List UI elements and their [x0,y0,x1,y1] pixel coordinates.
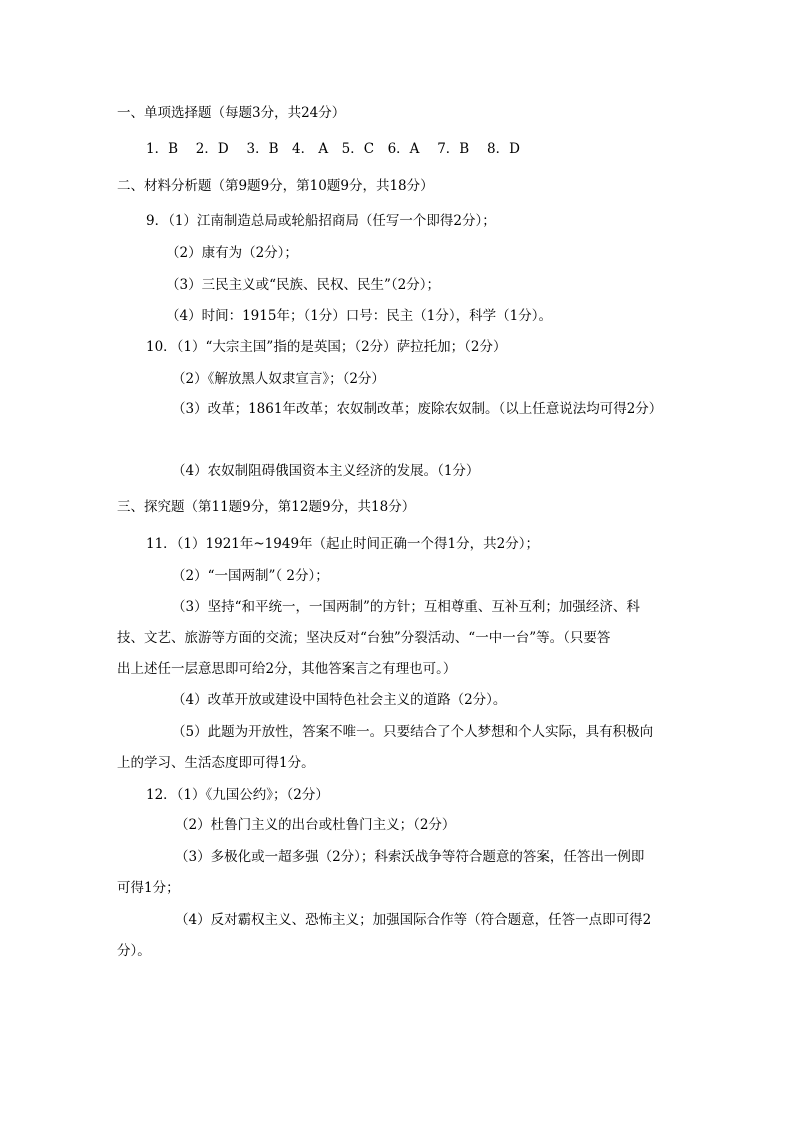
section-1-title: 一、单项选择题（每题3分，共24分） [117,105,346,121]
section-1-answers: 1．B 2．D 3．B 4． A 5．C 6．A 7．B 8．D [146,141,520,157]
q11-part2: （2）“一国两制”（ 2分）； [172,568,329,584]
q10-part3: （3）改革；1861年改革；农奴制改革；废除农奴制。（以上任意说法均可得2分） [172,401,663,417]
section-2-title: 二、材料分析题（第9题9分，第10题9分，共18分） [117,178,434,194]
q10-part1: 10．（1）“大宗主国”指的是英国；（2分）萨拉托加；（2分） [146,339,507,355]
q12-part4-line2: 分）。 [117,943,151,959]
q11-part3-line3: 出上述任一层意思即可给2分，其他答案言之有理也可。） [117,661,457,677]
q11-part1: 11．（1）1921年~1949年（起止时间正确一个得1分，共2分）； [146,536,539,552]
q11-part5-line1: （5）此题为开放性，答案不唯一。只要结合了个人梦想和个人实际，具有积极向 [172,724,654,740]
q11-part4: （4）改革开放或建设中国特色社会主义的道路（2分）。 [172,692,507,708]
q9-part1: 9．（1）江南制造总局或轮船招商局（任写一个即得2分）； [146,213,496,229]
q12-part1: 12．（1）《九国公约》；（2分） [146,787,329,803]
q12-part4-line1: （4）反对霸权主义、恐怖主义；加强国际合作等（符合题意，任答一点即可得2 [175,912,652,928]
q11-part3-line2: 技、文艺、旅游等方面的交流；坚决反对“台独”分裂活动、“一中一台”等。（只要答 [117,630,611,646]
q12-part3-line1: （3）多极化或一超多强（2分）；科索沃战争等符合题意的答案，任答出一例即 [175,849,645,865]
q12-part3-line2: 可得1分； [117,880,180,896]
q12-part2: （2）杜鲁门主义的出台或杜鲁门主义；（2分） [175,817,456,833]
q11-part3-line1: （3）坚持“和平统一，一国两制”的方针；互相尊重、互补互利；加强经济、科 [172,599,640,615]
q10-part2: （2）《解放黑人奴隶宣言》；（2分） [172,371,385,387]
q9-part3: （3）三民主义或“民族、民权、民生”（2分）； [166,277,440,293]
q9-part2: （2）康有为（2分）； [166,245,298,261]
q9-part4: （4）时间：1915年；（1分）口号：民主（1分），科学（1分）。 [166,308,552,324]
section-3-title: 三、探究题（第11题9分，第12题9分，共18分） [117,499,416,515]
q11-part5-line2: 上的学习、生活态度即可得1分。 [117,755,315,771]
q10-part4: （4）农奴制阻碍俄国资本主义经济的发展。（1分） [172,463,480,479]
